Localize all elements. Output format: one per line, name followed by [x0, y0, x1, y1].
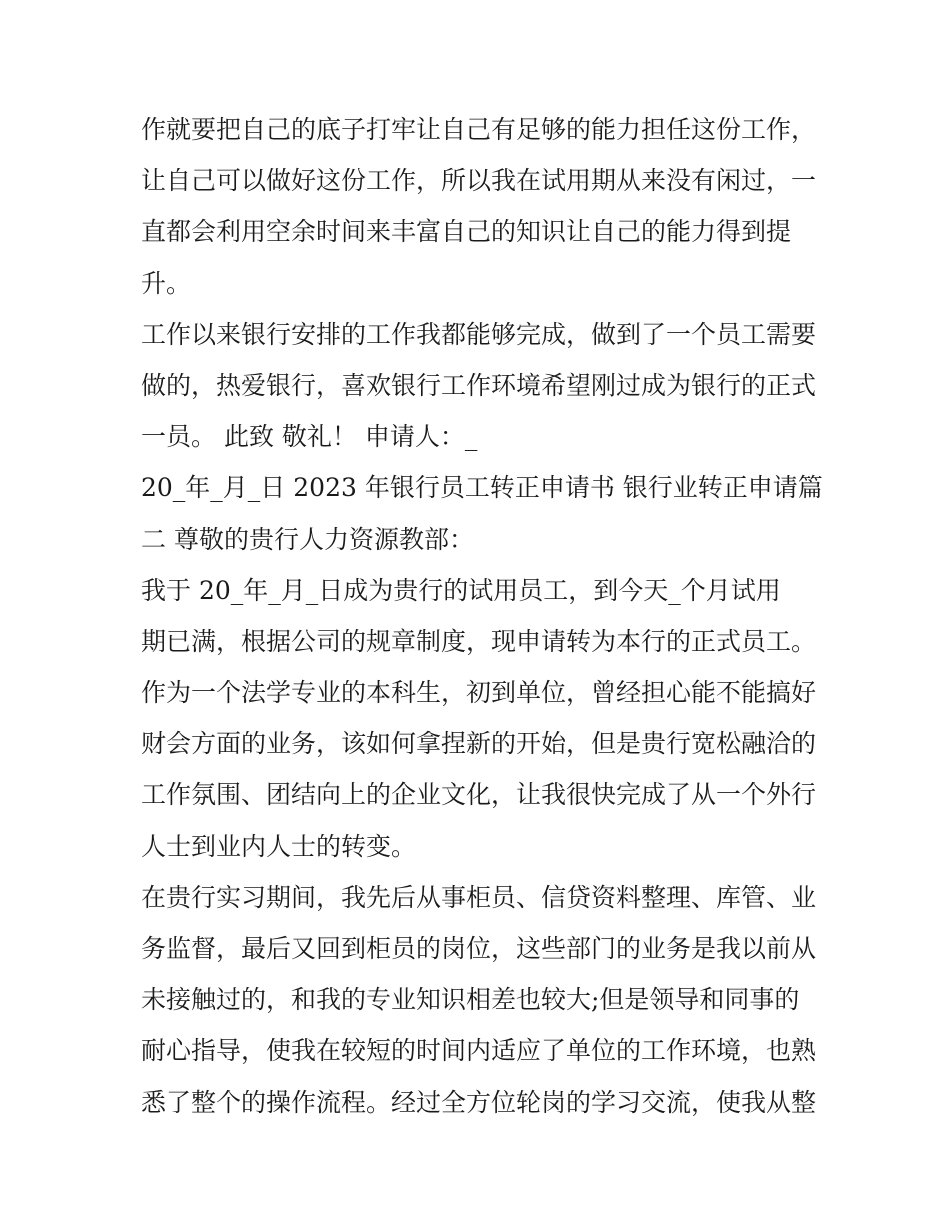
- text-line: 一员。 此致 敬礼！ 申请人：_: [141, 422, 478, 452]
- text-line: 做的，热爱银行，喜欢银行工作环境希望刚过成为银行的正式: [141, 370, 817, 400]
- text-line: 让自己可以做好这份工作，所以我在试用期从来没有闲过，一: [141, 166, 817, 196]
- text-line: 期已满，根据公司的规章制度，现申请转为本行的正式员工。: [141, 626, 817, 656]
- text-line: 作为一个法学专业的本科生，初到单位，曾经担心能不能搞好: [141, 678, 817, 708]
- text-line: 二 尊敬的贵行人力资源教部：: [141, 524, 474, 554]
- text-line: 作就要把自己的底子打牢让自己有足够的能力担任这份工作，: [141, 115, 817, 144]
- text-line: 工作氛围、团结向上的企业文化，让我很快完成了从一个外行: [141, 780, 817, 810]
- text-line: 悉了整个的操作流程。经过全方位轮岗的学习交流，使我从整: [141, 1087, 817, 1117]
- text-line: 我于 20_年_月_日成为贵行的试用员工，到今天_个月试用: [141, 575, 781, 605]
- text-line: 工作以来银行安排的工作我都能够完成，做到了一个员工需要: [141, 319, 817, 349]
- text-line: 在贵行实习期间，我先后从事柜员、信贷资料整理、库管、业: [141, 882, 817, 912]
- text-line: 人士到业内人士的转变。: [141, 831, 417, 861]
- text-line: 升。: [141, 268, 192, 298]
- text-line: 务监督，最后又回到柜员的岗位，这些部门的业务是我以前从: [141, 934, 817, 963]
- text-line: 直都会利用空余时间来丰富自己的知识让自己的能力得到提: [141, 217, 792, 247]
- document-body: [141, 104, 821, 1128]
- text-line: 20_年_月_日 2023 年银行员工转正申请书 银行业转正申请篇: [141, 473, 823, 503]
- text-line: 耐心指导，使我在较短的时间内适应了单位的工作环境，也熟: [141, 1036, 817, 1066]
- text-line: 财会方面的业务，该如何拿捏新的开始，但是贵行宽松融洽的: [141, 729, 817, 759]
- text-line: 未接触过的，和我的专业知识相差也较大;但是领导和同事的: [141, 985, 800, 1015]
